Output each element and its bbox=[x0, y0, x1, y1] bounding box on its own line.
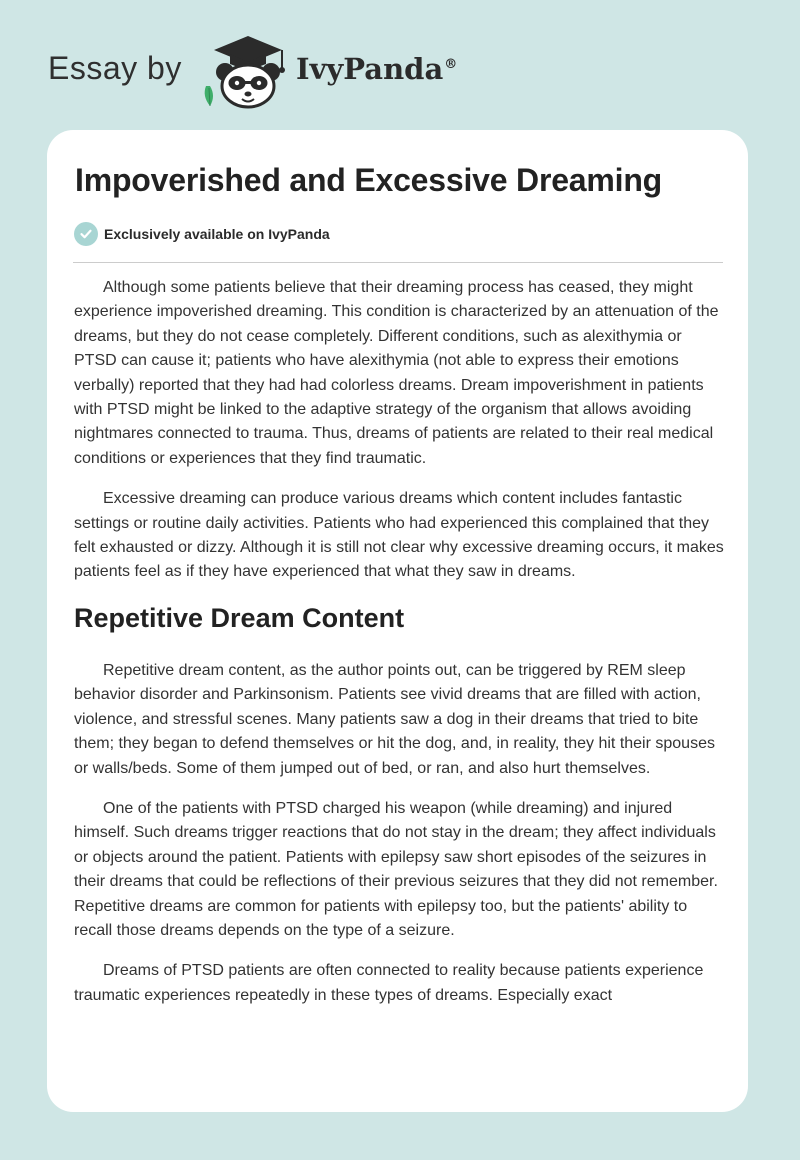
page-title: Impoverished and Excessive Dreaming bbox=[75, 162, 663, 198]
site-header bbox=[0, 0, 800, 120]
panda-graduation-cap-icon[interactable] bbox=[200, 34, 296, 110]
paragraph: Excessive dreaming can produce various dreams which content includes fantastic settings or routine daily activities. Patients who had experienced this complained that they felt exhausted or dizzy. Although it is still not clear why excessive dreaming occurs, it makes patients feel as if they have experienced that what they saw in dreams. bbox=[74, 490, 724, 581]
paragraph: Repetitive dream content, as the author points out, can be triggered by REM sleep behavior disorder and Parkinsonism. Patients see vivid dreams that are filled with action, violence, and stressful scenes. Many patients saw a dog in their dreams that tried to bite them; they began to defend themselves or hit the dog, and, in reality, they hit their spouses or walls/beds. Some of them jumped out of bed, or ran, and also hurt themselves. bbox=[74, 661, 715, 777]
brand-prefix: Essay by bbox=[48, 50, 182, 86]
section-heading: Repetitive Dream Content bbox=[74, 602, 405, 633]
essay-body bbox=[74, 276, 724, 1024]
paragraph: One of the patients with PTSD charged his weapon (while dreaming) and injured himself. Such dreams trigger reactions that do not stay in the dream; they affect individuals or objects around the patient. Patients with epilepsy saw short episodes of the seizures in their dreams that could be reflections of their previous seizures that they did not remember. Repetitive dreams are common for patients with epilepsy too, but the patients' ability to recall those dreams depends on the type of a seizure. bbox=[74, 799, 718, 939]
badge-text: Exclusively available on IvyPanda bbox=[104, 226, 330, 242]
check-circle-icon bbox=[74, 222, 98, 246]
exclusive-badge bbox=[74, 222, 330, 246]
divider bbox=[73, 262, 723, 263]
brand-name[interactable] bbox=[296, 52, 457, 86]
paragraph: Dreams of PTSD patients are often connected to reality because patients experience traumatic experiences repeatedly in these types of dreams. Especially exact bbox=[74, 962, 704, 1004]
registered-mark: ® bbox=[444, 57, 458, 73]
brand-name-text: IvyPanda bbox=[296, 52, 444, 86]
paragraph: Although some patients believe that their dreaming process has ceased, they might experience impoverished dreaming. This condition is characterized by an attenuation of the dreams, but they do not cease completely. Different conditions, such as alexithymia or PTSD can cause it; patients who have alexithymia (not able to express their emotions verbally) reported that they had had colorless dreams. Dream impoverishment in patients with PTSD might be linked to the adaptive strategy of the organism that allows avoiding nightmares connected to trauma. Thus, dreams of patients are related to their real medical conditions or experiences that they find traumatic. bbox=[74, 279, 719, 467]
essay-card bbox=[47, 130, 748, 1112]
